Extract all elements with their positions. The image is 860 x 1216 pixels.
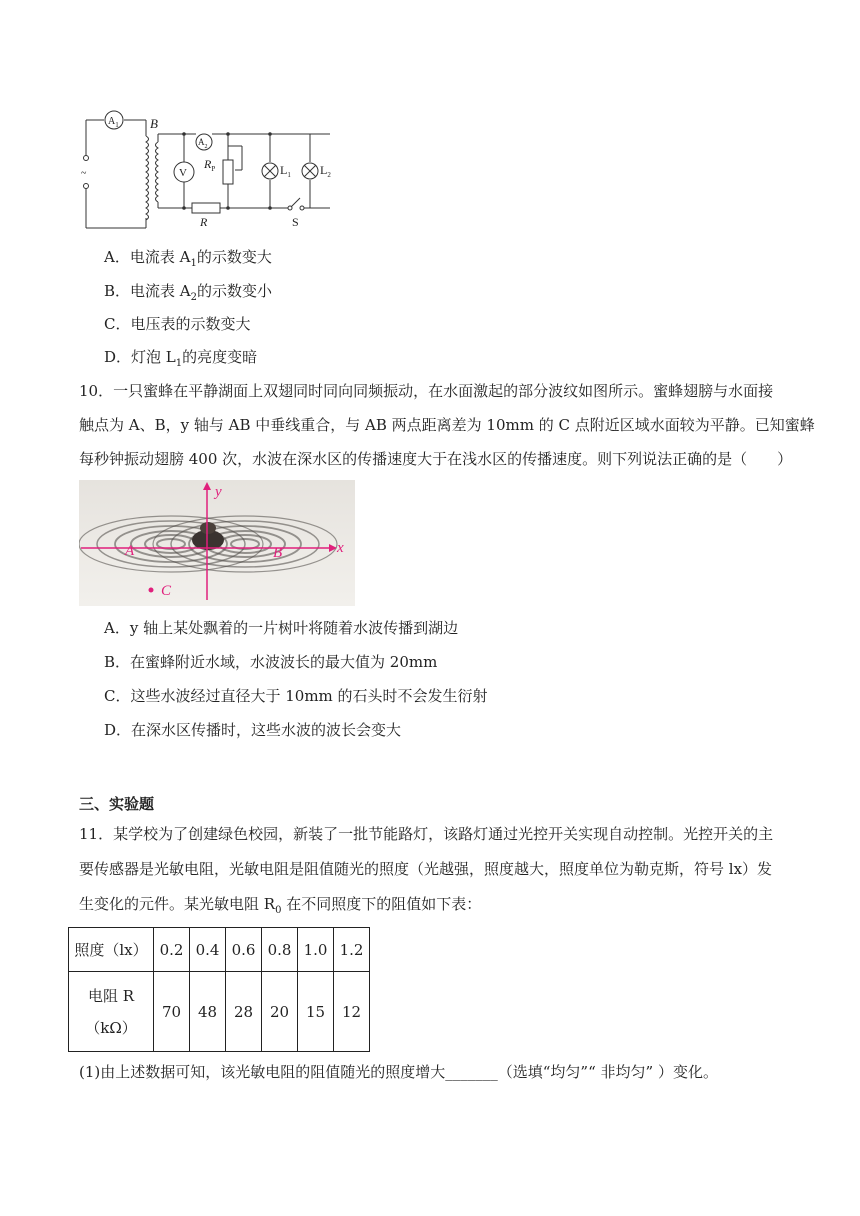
q10-option-c[interactable]: C．这些水波经过直径大于 10mm 的石头时不会发生衍射 — [104, 687, 488, 705]
voltmeter-label: V — [179, 167, 187, 179]
q9-option-a[interactable]: A．电流表 $A_1$的示数变大 — [104, 248, 272, 269]
q10-option-d[interactable]: D．在深水区传播时，这些水波的波长会变大 — [104, 721, 402, 739]
ac-source-label: ~ — [81, 168, 87, 179]
circuit-diagram — [80, 106, 360, 234]
bee-ripple-figure — [79, 480, 355, 606]
table-row — [69, 928, 370, 972]
q11-stem-line3: 生变化的元件。某光敏电阻 $R_0$ 在不同照度下的阻值如下表： — [79, 895, 482, 916]
table-cell: 1.0 — [298, 928, 334, 972]
q11-stem-line2: 要传感器是光敏电阻，光敏电阻是阻值随光的照度（光越强，照度越大，照度单位为勒克斯，符号 lx）发 — [79, 860, 773, 878]
figure-point-a-label: A — [125, 543, 135, 559]
figure-y-axis-label: y — [215, 484, 222, 500]
ammeter-a1-label: $A_1$ — [108, 116, 119, 129]
q11-stem-line1: 11．某学校为了创建绿色校园，新装了一批节能路灯，该路灯通过光控开关实现自动控制。光控开关的主 — [79, 825, 774, 843]
q10-option-b[interactable]: B．在蜜蜂附近水域，水波波长的最大值为 20mm — [104, 653, 438, 671]
photoresistor-table — [68, 927, 370, 1052]
figure-x-axis-label: x — [337, 540, 344, 556]
table-header-resistance: 电阻 R （kΩ） — [69, 972, 154, 1052]
q10-option-a[interactable]: A．y 轴上某处飘着的一片树叶将随着水波传播到湖边 — [104, 619, 459, 637]
q10-stem-line2: 触点为 A、B，y 轴与 AB 中垂线重合，与 AB 两点距离差为 10mm 的 C 点附近区域水面较为平静。已知蜜蜂 — [79, 416, 815, 434]
table-cell: 20 — [262, 972, 298, 1052]
table-row — [69, 972, 370, 1052]
q9-option-c[interactable]: C．电压表的示数变大 — [104, 315, 251, 333]
transformer-b-label: B — [150, 116, 158, 131]
lamp-l2-label: $L_2$ — [320, 163, 331, 179]
rheostat-label: $R_P$ — [204, 157, 216, 173]
figure-point-c-label: C — [161, 583, 172, 599]
table-cell: 15 — [298, 972, 334, 1052]
table-cell: 28 — [226, 972, 262, 1052]
switch-label: S — [292, 215, 299, 229]
table-cell: 48 — [190, 972, 226, 1052]
section-heading-experiment: 三、实验题 — [79, 795, 155, 813]
resistor-label: R — [200, 215, 208, 229]
q11-subquestion-1: (1)由上述数据可知，该光敏电阻的阻值随光的照度增大_______（选填“均匀”“ 非均匀” ）变化。 — [79, 1063, 718, 1081]
figure-point-b-label: B — [273, 545, 283, 561]
q9-option-b[interactable]: B．电流表 $A_2$的示数变小 — [104, 282, 273, 303]
q10-stem-line1: 10．一只蜜蜂在平静湖面上双翅同时同向同频振动，在水面激起的部分波纹如图所示。蜜蜂翅膀与水面接 — [79, 382, 774, 400]
q10-stem-line3: 每秒钟振动翅膀 400 次，水波在深水区的传播速度大于在浅水区的传播速度。则下列说法正确的是（ ） — [79, 450, 793, 468]
table-cell: 0.2 — [154, 928, 190, 972]
table-header-illuminance: 照度（lx） — [69, 928, 154, 972]
table-cell: 0.4 — [190, 928, 226, 972]
table-cell: 1.2 — [334, 928, 370, 972]
ammeter-a2-label: $A_2$ — [198, 137, 208, 150]
table-cell: 0.8 — [262, 928, 298, 972]
lamp-l1-label: $L_1$ — [280, 163, 291, 179]
table-cell: 12 — [334, 972, 370, 1052]
table-cell: 70 — [154, 972, 190, 1052]
table-cell: 0.6 — [226, 928, 262, 972]
q9-option-d[interactable]: D．灯泡 $L_1$的亮度变暗 — [104, 348, 258, 369]
